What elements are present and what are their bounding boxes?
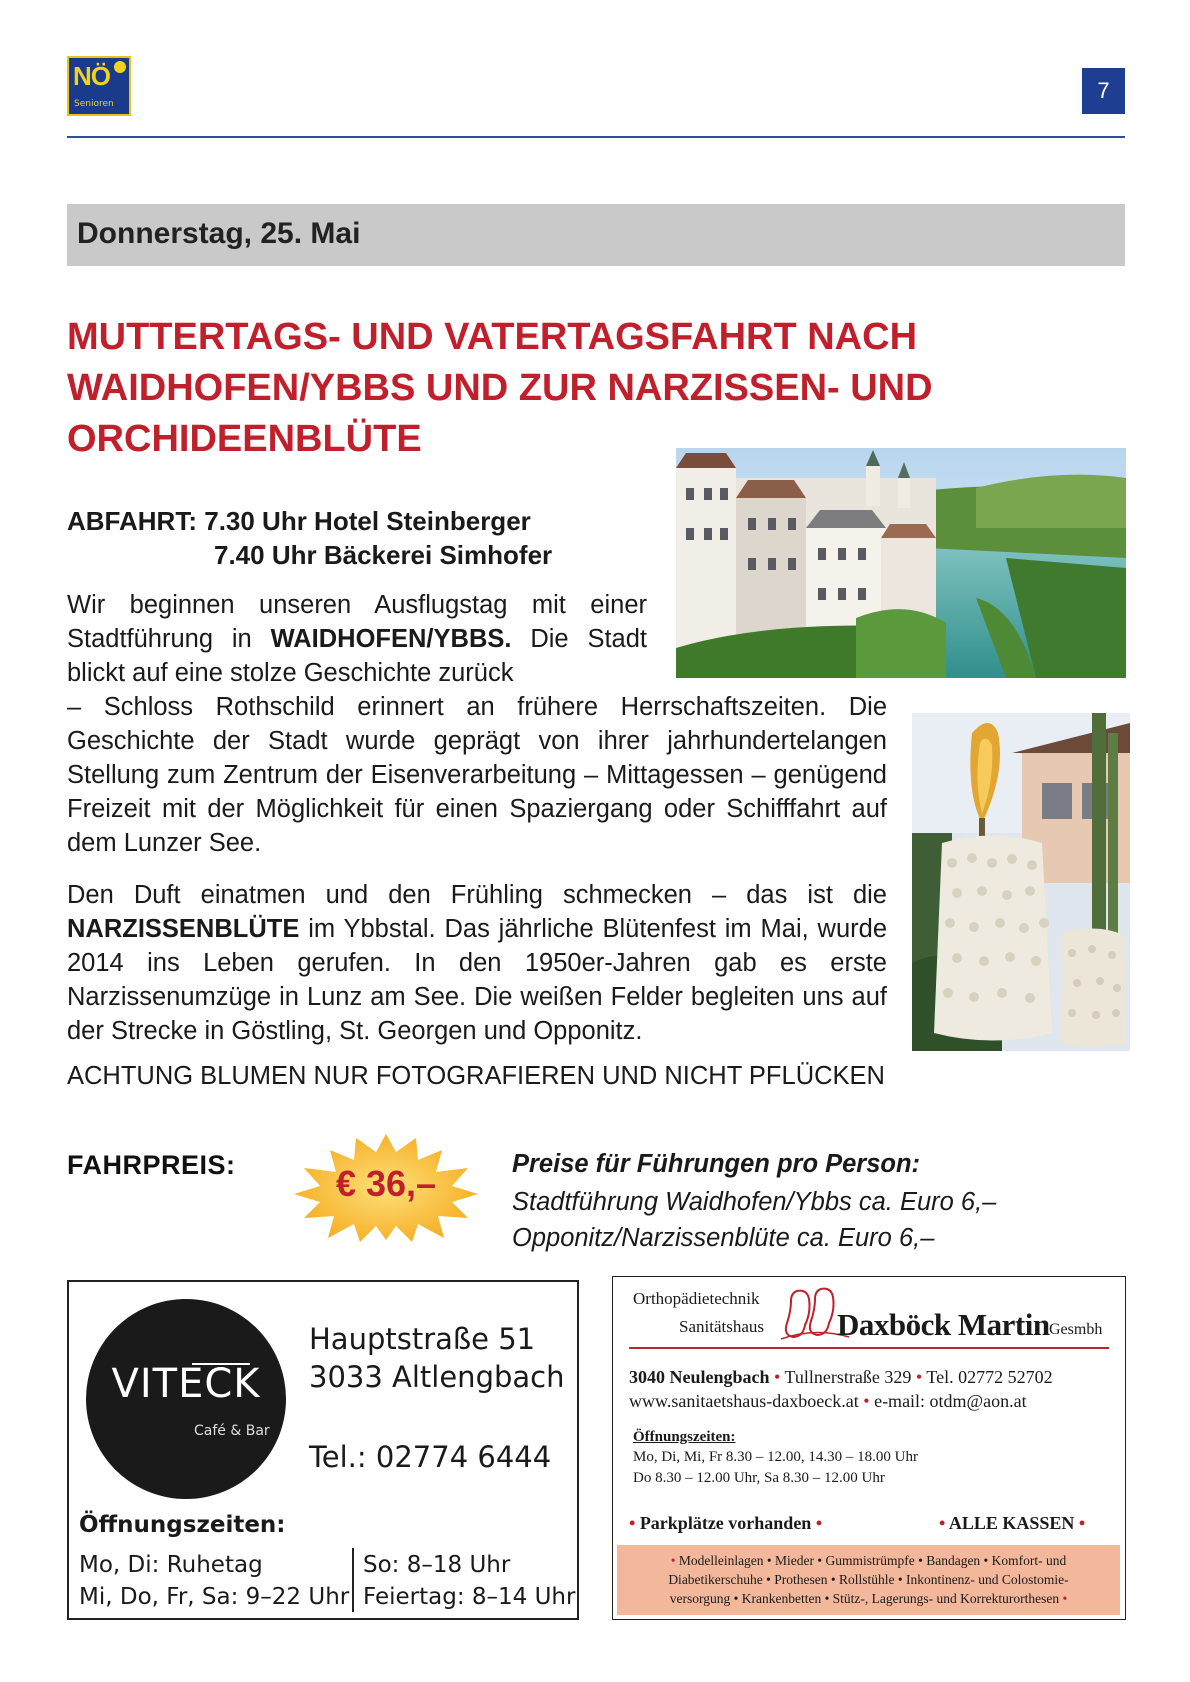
daxboeck-hours-thu-sat: Do 8.30 – 12.00 Uhr, Sa 8.30 – 12.00 Uhr [633, 1470, 885, 1486]
page-number: 7 [1082, 68, 1125, 114]
viteck-city: 3033 Altlengbach [309, 1360, 565, 1394]
header-divider [67, 136, 1125, 138]
intro-paragraph-part-2: – Schloss Rothschild erinnert an frühere Herrschaftszeiten. Die Geschichte der Stadt wurde geprägt von ihrer jahrhundertelangen Stellung zum Zentrum der Eisenverarbeitung – Mittagessen – genügend Freizeit mit der Möglichkeit für einen Spaziergang oder Schifffahrt auf dem Lunzer See. [67, 693, 887, 857]
guide-price-waidhofen: Stadtführung Waidhofen/Ybbs ca. Euro 6,– [512, 1188, 997, 1216]
date-bar [67, 204, 1125, 266]
fare-label: FAHRPREIS: [67, 1150, 236, 1180]
daxboeck-advertisement [612, 1276, 1126, 1620]
narcissus-text-1: Den Duft einatmen und den Frühling schmecken – das ist die [67, 881, 887, 909]
logo-badge-icon [114, 61, 126, 73]
intro-paragraph-part-1 [67, 588, 647, 690]
intro-text-1: Wir beginnen unseren Ausflugstag mit einer Stadtführung in [67, 591, 647, 653]
daxboeck-contact: www.sanitaetshaus-daxboeck.at • e-mail: otdm@aon.at [629, 1391, 1027, 1411]
daxboeck-hours-heading: Öffnungszeiten: [633, 1429, 736, 1445]
daxboeck-email: e-mail: otdm@aon.at [874, 1391, 1027, 1411]
narcissus-bold: NARZISSENBLÜTE [67, 915, 300, 943]
products-line-3: versorgung • Krankenbetten • Stütz-, Lagerungs- und Korrekturorthesen [669, 1591, 1060, 1606]
viteck-hours-wed-sat: Mi, Do, Fr, Sa: 9–22 Uhr [79, 1584, 350, 1610]
daxboeck-phone: Tel. 02772 52702 [926, 1367, 1053, 1387]
article-title: MUTTERTAGS- UND VATERTAGSFAHRT NACH WAIDHOFEN/YBBS UND ZUR NARZISSEN- UND ORCHIDEENBLÜTE [67, 316, 933, 460]
viteck-hours-sunday: So: 8–18 Uhr [363, 1552, 511, 1578]
narcissus-candle-photo [912, 713, 1130, 1051]
daxboeck-website: www.sanitaetshaus-daxboeck.at [629, 1391, 859, 1411]
intro-text-2: Die Stadt blickt auf eine stolze Geschichte zurück [67, 625, 647, 687]
guide-price-opponitz: Opponitz/Narzissenblüte ca. Euro 6,– [512, 1224, 935, 1252]
daxboeck-legal-form: Gesmbh [1049, 1321, 1103, 1338]
viteck-hours-divider [352, 1548, 354, 1612]
viteck-logo-circle [86, 1299, 286, 1499]
narcissus-text-2: im Ybbstal. Das jährliche Blütenfest im Mai, wurde 2014 ins Leben gerufen. In den 1950er-Jahren gab es erste Narzissenumzüge in Lunz am See. Die weißen Felder begleiten uns auf der Strecke in Göstling, St. Georgen und Opponitz. [67, 915, 887, 1045]
products-line-2: Diabetikerschuhe • Prothesen • Rollstühle • Inkontinenz- und Colostomie- [668, 1572, 1069, 1587]
waidhofen-river-photo [676, 448, 1126, 678]
departure-time-1: 7.30 Uhr Hotel Steinberger [204, 506, 531, 536]
viteck-hours-heading: Öffnungszeiten: [79, 1512, 286, 1538]
viteck-phone: Tel.: 02774 6444 [309, 1440, 552, 1474]
daxboeck-name: Daxböck Martin [837, 1307, 1050, 1342]
intro-town-bold: WAIDHOFEN/YBBS. [270, 625, 512, 653]
daxboeck-hours-weekdays: Mo, Di, Mi, Fr 8.30 – 12.00, 14.30 – 18.00 Uhr [633, 1449, 919, 1465]
guide-prices-heading: Preise für Führungen pro Person: [512, 1150, 921, 1178]
viteck-hours-holiday: Feiertag: 8–14 Uhr [363, 1584, 576, 1610]
daxboeck-parking-text: Parkplätze vorhanden [639, 1513, 812, 1533]
departure-time-2: 7.40 Uhr Bäckerei Simhofer [214, 540, 553, 570]
daxboeck-products: • Modelleinlagen • Mieder • Gummistrümpfe • Bandagen • Komfort- und Diabetikerschuhe • Prothesen • Rollstühle • Inkontinenz- und Colostomie- versorgung • Krankenbetten • Stütz-, Lagerungs- und Korrekturorthesen • [668, 1553, 1069, 1606]
viteck-advertisement [67, 1280, 579, 1620]
viteck-logo-text: VITECK [111, 1361, 261, 1407]
narcissus-paragraph [67, 878, 887, 1048]
daxboeck-address: 3040 Neulengbach • Tullnerstraße 329 • Tel. 02772 52702 [629, 1367, 1053, 1387]
departure-line-1 [67, 506, 531, 537]
viteck-street: Hauptstraße 51 [309, 1322, 536, 1356]
daxboeck-parking: • Parkplätze vorhanden • [629, 1513, 823, 1533]
viteck-tagline: Café & Bar [194, 1423, 270, 1439]
fare-price: € 36,– [335, 1163, 437, 1204]
departure-label: ABFAHRT: [67, 506, 197, 536]
daxboeck-divider [629, 1347, 1109, 1349]
flower-notice: ACHTUNG BLUMEN NUR FOTOGRAFIEREN UND NICHT PFLÜCKEN [67, 1062, 885, 1090]
daxboeck-street: Tullnerstraße 329 [784, 1367, 912, 1387]
daxboeck-medical-supply: Sanitätshaus [679, 1317, 764, 1336]
daxboeck-orthopedics: Orthopädietechnik [633, 1289, 760, 1308]
daxboeck-insurance: • ALLE KASSEN • [939, 1513, 1086, 1533]
daxboeck-town: 3040 Neulengbach [629, 1367, 770, 1387]
logo-subtext: Senioren [74, 99, 114, 109]
daxboeck-insurance-text: ALLE KASSEN [948, 1513, 1075, 1533]
noe-senioren-logo [67, 56, 131, 116]
viteck-hours-mon-tue: Mo, Di: Ruhetag [79, 1552, 263, 1578]
logo-text: NÖ [73, 61, 110, 91]
date-heading: Donnerstag, 25. Mai [77, 217, 361, 250]
daxboeck-products-box [617, 1545, 1120, 1615]
products-line-1: Modelleinlagen • Mieder • Gummistrümpfe • Bandagen • Komfort- und [678, 1553, 1067, 1568]
